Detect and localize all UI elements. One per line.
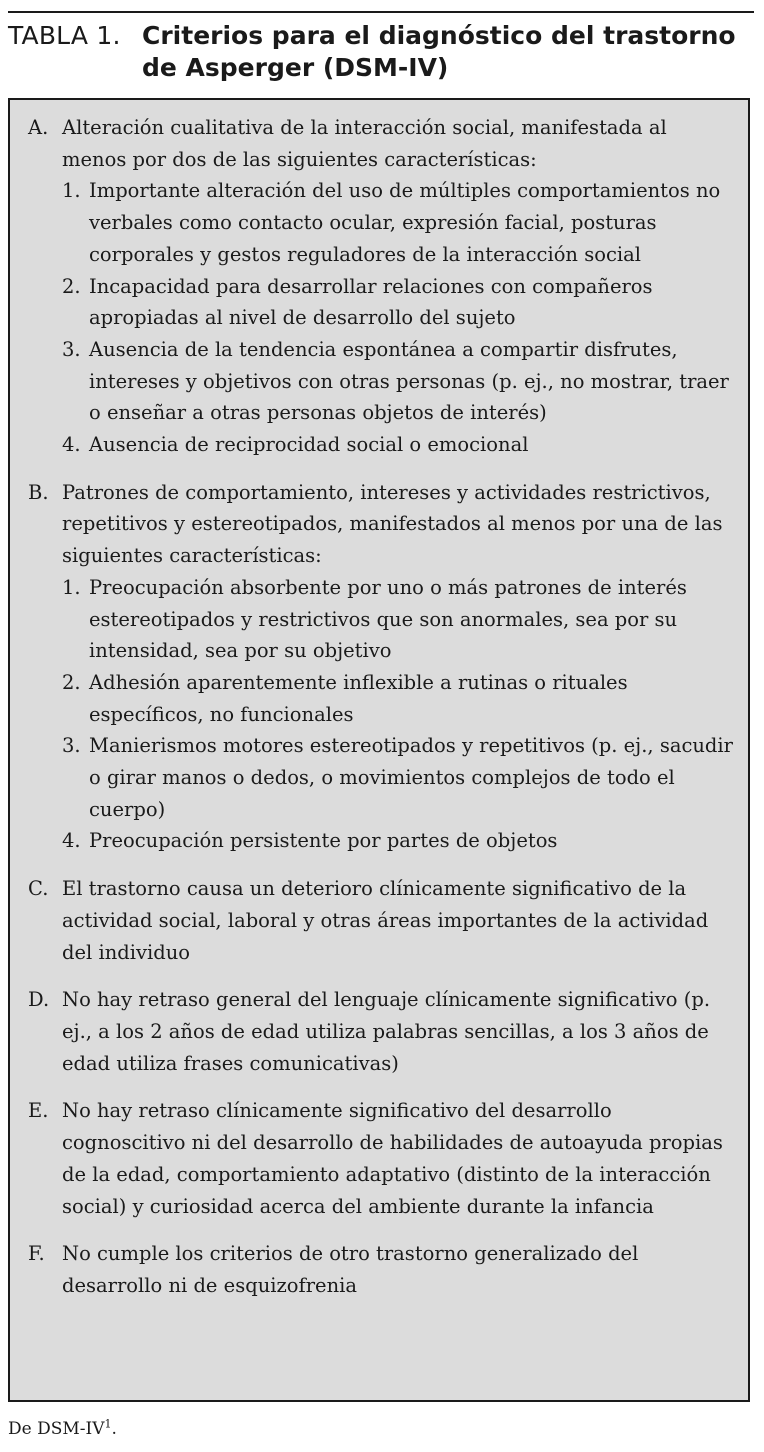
sub-item-number: 4. [62, 829, 81, 853]
criterion-text: El trastorno causa un deterioro clínicamente significativo de la actividad social, laboral y otras áreas importantes de la actividad del individuo [62, 877, 709, 964]
criterion-letter: C. [28, 877, 49, 901]
table-title-line-2: de Asperger (DSM-IV) [142, 53, 449, 82]
source-footnote [8, 1418, 117, 1440]
criterion-e [28, 1095, 734, 1222]
criterion-c [28, 873, 734, 968]
sub-item-number: 2. [62, 670, 81, 694]
sub-item [62, 730, 734, 825]
criterion-a [28, 112, 734, 461]
sub-item-number: 1. [62, 179, 81, 203]
sub-item-text: Incapacidad para desarrollar relaciones con compañeros apropiadas al nivel de desarrollo del sujeto [89, 274, 653, 330]
table-title-line-1: Criterios para el diagnóstico del trastorno [142, 21, 736, 50]
table-label: TABLA 1. [8, 21, 121, 50]
sub-item-number: 3. [62, 337, 81, 361]
sub-item-number: 1. [62, 575, 81, 599]
sub-item-text: Manierismos motores estereotipados y repetitivos (p. ej., sacudir o girar manos o dedos, o movimientos complejos de todo el cuerpo) [89, 734, 733, 821]
criterion-letter: F. [28, 1242, 45, 1266]
criterion-letter: D. [28, 988, 50, 1012]
footnote-end: . [111, 1419, 117, 1439]
sub-item [62, 175, 734, 270]
criterion-text: Alteración cualitativa de la interacción social, manifestada al menos por dos de las siguientes características: [62, 116, 667, 171]
criterion-f [28, 1238, 734, 1301]
sub-item [62, 334, 734, 429]
sub-item-text: Ausencia de la tendencia espontánea a compartir disfrutes, intereses y objetivos con otras personas (p. ej., no mostrar, traer o enseñar a otras personas objetos de interés) [89, 337, 729, 425]
sub-item-number: 2. [62, 274, 81, 298]
table-title [8, 20, 754, 84]
top-rule [8, 11, 754, 13]
sub-item-text: Ausencia de reciprocidad social o emocional [89, 433, 529, 457]
sub-item [62, 825, 734, 857]
sub-item-number: 4. [62, 433, 81, 457]
criterion-letter: B. [28, 480, 49, 504]
criterion-text: No cumple los criterios de otro trastorno generalizado del desarrollo ni de esquizofrenia [62, 1242, 639, 1297]
criteria-list [28, 112, 734, 1302]
sub-item [62, 271, 734, 334]
sub-item-text: Importante alteración del uso de múltiples comportamientos no verbales como contacto ocular, expresión facial, posturas corporales y gestos reguladores de la interacción social [89, 179, 721, 266]
sub-item [62, 667, 734, 730]
sub-item [62, 572, 734, 667]
criterion-d [28, 984, 734, 1079]
criterion-text: No hay retraso clínicamente significativo del desarrollo cognoscitivo ni del desarrollo de habilidades de autoayuda propias de la edad, comportamiento adaptativo (distinto de la interacción social) y curiosidad acerca del ambiente durante la infancia [62, 1099, 723, 1218]
criterion-text: No hay retraso general del lenguaje clínicamente significativo (p. ej., a los 2 años de edad utiliza palabras sencillas, a los 3 años de edad utiliza frases comunicativas) [62, 988, 711, 1075]
criterion-b [28, 477, 734, 857]
sub-item [62, 429, 734, 461]
sub-item-text: Preocupación absorbente por uno o más patrones de interés estereotipados y restrictivos que son anormales, sea por su intensidad, sea por su objetivo [89, 575, 687, 663]
criterion-letter: E. [28, 1099, 49, 1123]
sub-item-text: Adhesión aparentemente inflexible a rutinas o rituales específicos, no funcionales [89, 670, 628, 726]
criterion-text: Patrones de comportamiento, intereses y actividades restrictivos, repetitivos y estereotipados, manifestados al menos por una de las siguientes características: [62, 480, 723, 568]
sub-item-number: 3. [62, 734, 81, 758]
footnote-text: De DSM-IV [8, 1419, 105, 1439]
criterion-letter: A. [28, 116, 49, 139]
footnote-ref: 1 [104, 1417, 112, 1431]
sub-item-text: Preocupación persistente por partes de objetos [89, 829, 558, 853]
